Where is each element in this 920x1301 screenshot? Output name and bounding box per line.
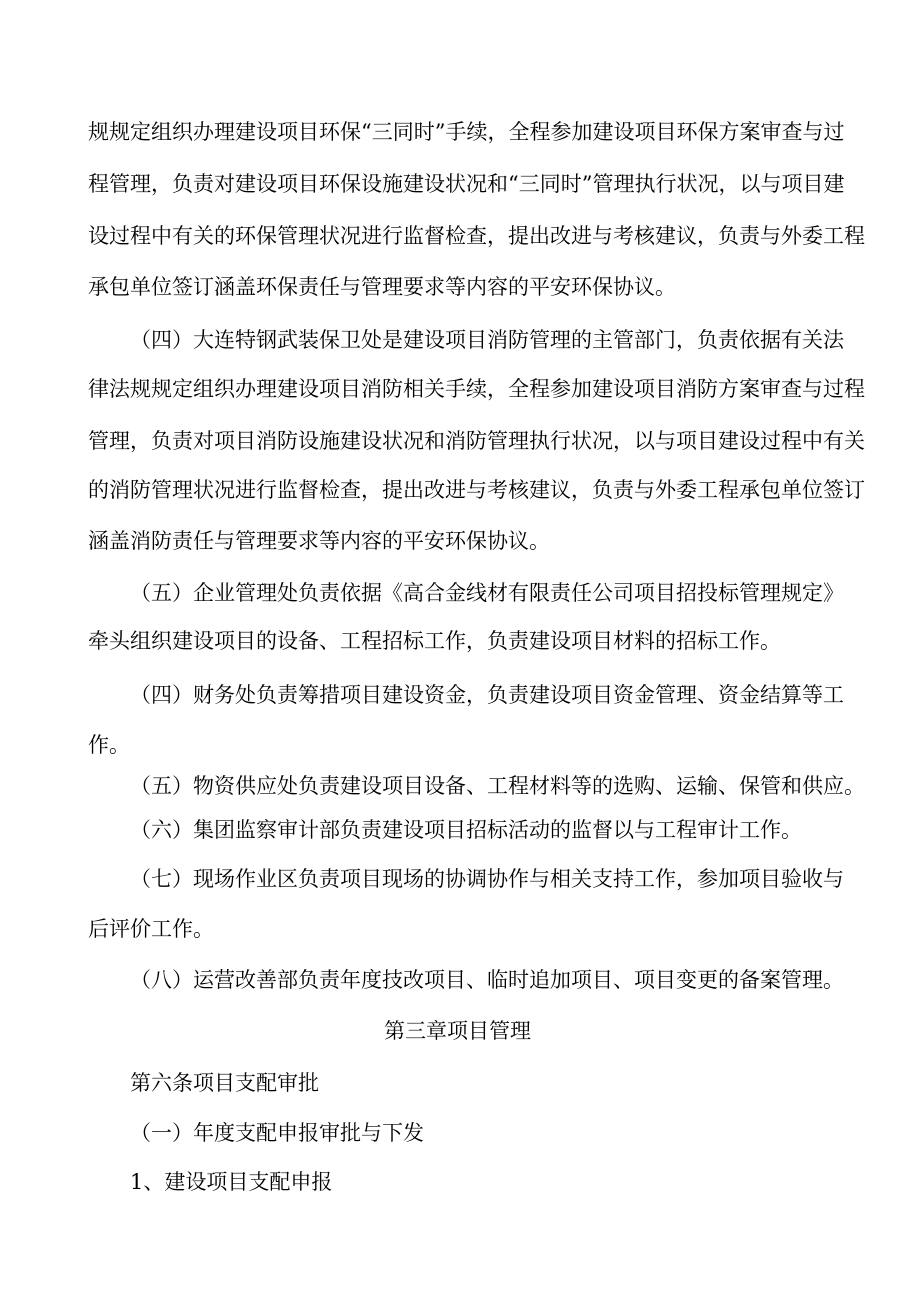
section-heading: （一）年度支配申报审批与下发 xyxy=(130,1121,424,1145)
text-line: （五）物资供应处负责建设项目设备、工程材料等的选购、运输、保管和供应。 xyxy=(130,774,865,798)
text-line: （八）运营改善部负责年度技改项目、临时追加项目、项目变更的备案管理。 xyxy=(130,968,844,992)
text-line: 律法规规定组织办理建设项目消防相关手续，全程参加建设项目消防方案审查与过程 xyxy=(88,377,865,401)
text-line: 涵盖消防责任与管理要求等内容的平安环保协议。 xyxy=(88,529,550,553)
text-line: 规规定组织办理建设项目环保“三同时”手续，全程参加建设项目环保方案审查与过 xyxy=(88,120,845,144)
subsection-heading: 1、建设项目支配申报 xyxy=(130,1170,333,1194)
text-line: 作。 xyxy=(88,733,130,757)
text-line: （四）财务处负责筹措项目建设资金，负责建设项目资金管理、资金结算等工 xyxy=(130,683,844,707)
text-line: 的消防管理状况进行监督检查，提出改进与考核建议，负责与外委工程承包单位签订 xyxy=(88,478,865,502)
text-line: （六）集团监察审计部负责建设项目招标活动的监督以与工程审计工作。 xyxy=(130,818,802,842)
text-line: （七）现场作业区负责项目现场的协调协作与相关支持工作，参加项目验收与 xyxy=(130,867,844,891)
article-heading: 第六条项目支配审批 xyxy=(130,1071,319,1095)
text-line: 后评价工作。 xyxy=(88,917,214,941)
text-line: 设过程中有关的环保管理状况进行监督检查，提出改进与考核建议，负责与外委工程 xyxy=(88,224,865,248)
text-line: 承包单位签订涵盖环保责任与管理要求等内容的平安环保协议。 xyxy=(88,275,676,299)
text-line: 牵头组织建设项目的设备、工程招标工作，负责建设项目材料的招标工作。 xyxy=(88,629,781,653)
text-line: （五）企业管理处负责依据《高合金线材有限责任公司项目招投标管理规定》 xyxy=(130,581,844,605)
text-line: 程管理，负责对建设项目环保设施建设状况和“三同时”管理执行状况，以与项目建 xyxy=(88,172,845,196)
text-line: （四）大连特钢武装保卫处是建设项目消防管理的主管部门，负责依据有关法 xyxy=(130,328,844,352)
text-line: 管理，负责对项目消防设施建设状况和消防管理执行状况，以与项目建设过程中有关 xyxy=(88,429,865,453)
chapter-title: 第三章项目管理 xyxy=(384,1019,531,1043)
